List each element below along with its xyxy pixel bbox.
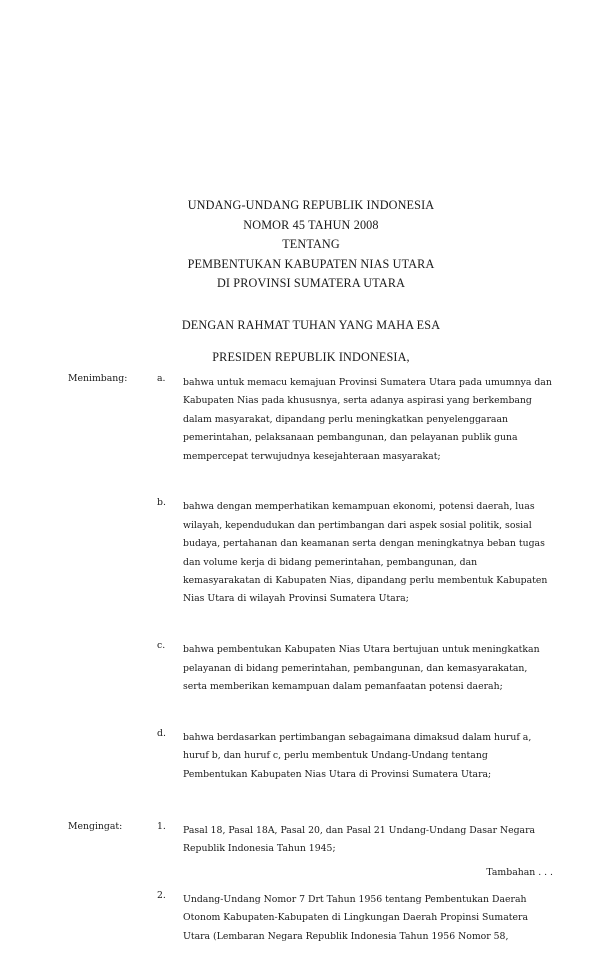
title-line-tentang: TENTANG — [282, 237, 340, 252]
item-text: bahwa dengan memperhatikan kemampuan ekonomi, potensi daerah, luas wilayah, kependudukan dan pertimbangan dari aspek sosial politik, sosial budaya, pertahanan dan keamanan serta dengan meningkatnya beban tugas dan volume kerja di bidang pemerintahan, pembangunan, dan kemasyarakatan di Kabupaten Nias, dipandang perlu membentuk Kabupaten Nias Utara di wilayah Provinsi Sumatera Utara; — [183, 501, 548, 605]
document-title-block — [68, 196, 554, 294]
item-marker: 2. — [157, 889, 166, 901]
list-item — [0, 639, 612, 713]
item-marker: a. — [157, 373, 166, 384]
section-label-mengingat: Mengingat: — [68, 820, 123, 832]
enactment-block — [68, 316, 554, 367]
list-item — [0, 889, 612, 962]
enactment-blessing: DENGAN RAHMAT TUHAN YANG MAHA ESA — [181, 318, 441, 332]
item-marker: c. — [157, 640, 166, 652]
section-label-menimbang: Menimbang: — [68, 373, 128, 384]
section-menimbang — [0, 372, 612, 801]
item-text: bahwa berdasarkan pertimbangan sebagaimana dimaksud dalam huruf a, huruf b, dan huruf c, perlu membentuk Undang-Undang tentang Pembentukan Kabupaten Nias Utara di Provinsi Sumatera Utara; — [183, 731, 532, 780]
item-text: bahwa untuk memacu kemajuan Provinsi Sumatera Utara pada umumnya dan Kabupaten Nias pada khususnya, serta adanya aspirasi yang berkembang dalam masyarakat, dipandang perlu meningkatkan penyelenggaraan pemerintahan, pelaksanaan pembangunan, dan pelayanan publik guna mempercepat terwujudnya kesejahteraan masyarakat; — [183, 377, 552, 462]
continuation-marker: Tambahan . . . — [486, 867, 553, 878]
item-text: bahwa pembentukan Kabupaten Nias Utara bertujuan untuk meningkatkan pelayanan di bidang pemerintahan, pembangunan, dan kemasyarakatan, serta memberikan kemampuan dalam pemanfaatan potensi daerah; — [183, 644, 540, 693]
item-text: Undang-Undang Nomor 7 Drt Tahun 1956 tentang Pembentukan Daerah Otonom Kabupaten-Kabupaten di Lingkungan Daerah Propinsi Sumatera Utara (Lembaran Negara Republik Indonesia Tahun 1956 Nomor 58, — [183, 893, 528, 942]
item-text: Pasal 18, Pasal 18A, Pasal 20, dan Pasal 21 Undang-Undang Dasar Negara Republik Indonesia Tahun 1945; — [183, 824, 536, 854]
list-item — [0, 372, 612, 482]
item-marker: d. — [157, 727, 166, 739]
title-line-number-year: NOMOR 45 TAHUN 2008 — [243, 217, 379, 232]
list-item — [0, 496, 612, 625]
menimbang-item-list — [0, 372, 612, 801]
list-item — [0, 727, 612, 801]
section-mengingat — [0, 820, 612, 962]
item-marker: 1. — [157, 820, 166, 832]
enactment-authority: PRESIDEN REPUBLIK INDONESIA, — [212, 349, 410, 364]
mengingat-item-list — [0, 820, 612, 962]
title-line-law-type: UNDANG-UNDANG REPUBLIK INDONESIA — [187, 198, 435, 212]
item-marker: b. — [157, 497, 166, 509]
title-line-province: DI PROVINSI SUMATERA UTARA — [216, 276, 406, 291]
title-line-subject: PEMBENTUKAN KABUPATEN NIAS UTARA — [187, 256, 435, 271]
